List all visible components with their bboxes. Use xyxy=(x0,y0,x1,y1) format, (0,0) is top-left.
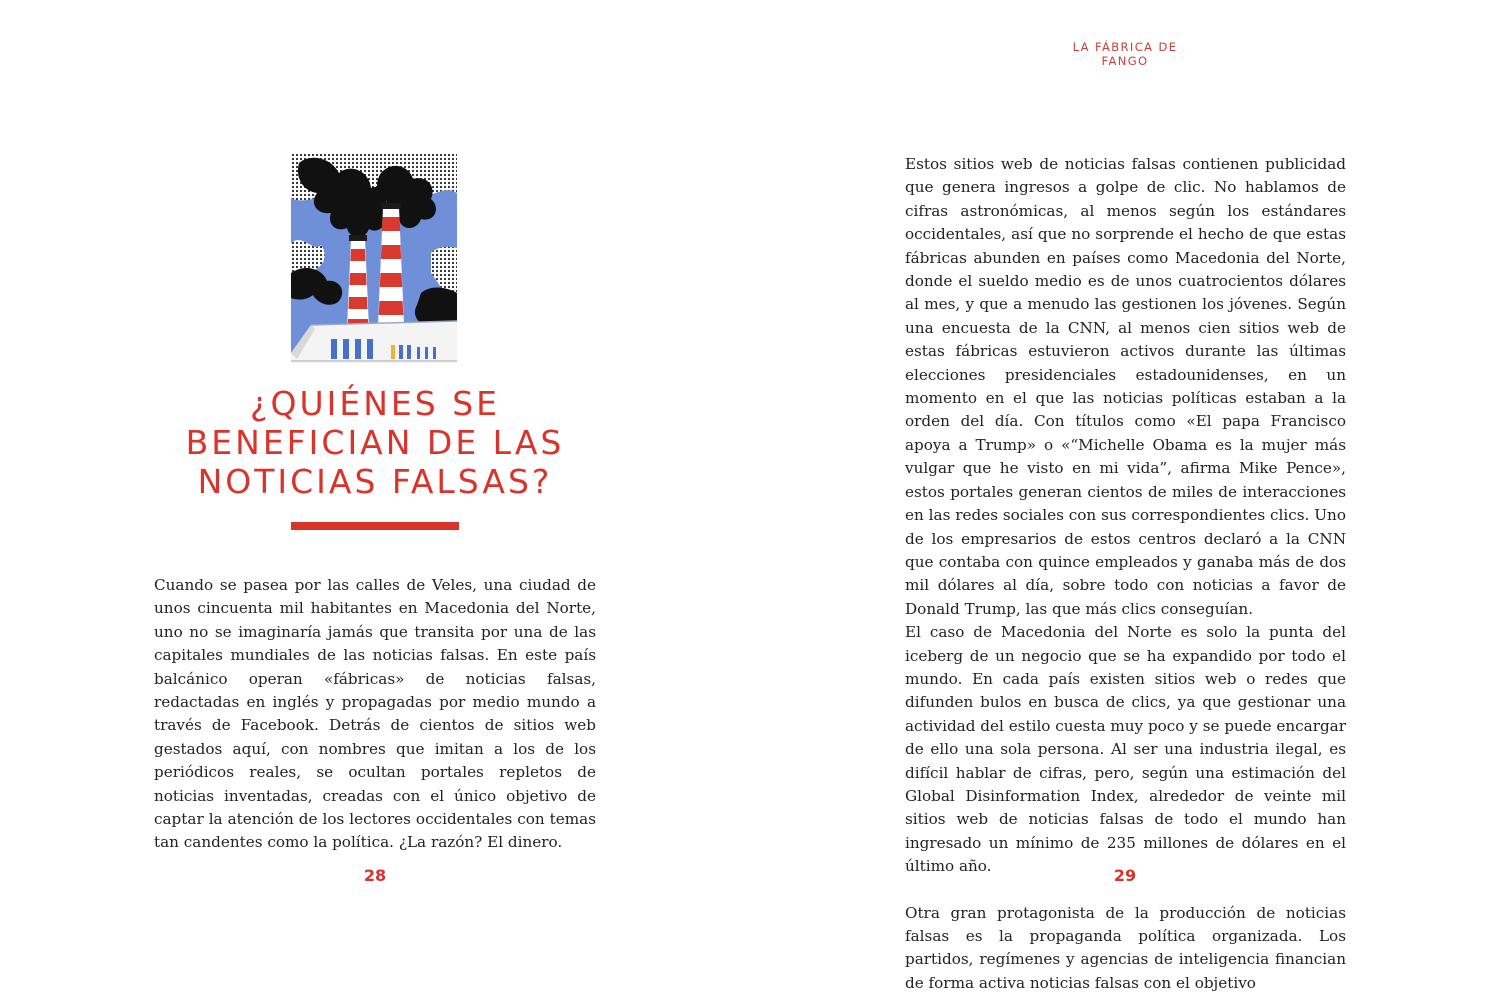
chapter-title-line: NOTICIAS FALSAS? xyxy=(197,462,553,501)
paragraph: Cuando se pasea por las calles de Veles, una ciudad de unos cincuenta mil habitantes en Macedonia del Norte, uno no se imaginaría jamás que transita por una de las capitales mundiales de las noticias falsas. En este país balcánico operan «fábricas» de noticias falsas, redactadas en inglés y propagadas por medio mundo a través de Facebook. Detrás de cientos de sitios web gestados aquí, con nombres que imitan a los de los periódicos reales, se ocultan portales repletos de noticias inventadas, creadas con el único objetivo de captar la atención de los lectores occidentales con temas tan candentes como la política. ¿La razón? El dinero. xyxy=(154,576,596,852)
paragraph: El caso de Macedonia del Norte es solo la punta del iceberg de un negocio que se ha expandido por todo el mundo. En cada país existen sitios web o redes que difunden bulos en busca de clics, ya que gestionar una actividad del estilo cuesta muy poco y se puede encargar de ello una sola persona. Al ser una industria ilegal, es difícil hablar de cifras, pero, según una estimación del Global Disinformation Index, alrededor de veinte mil sitios web de noticias falsas de todo el mundo han ingresado un mínimo de 235 millones de dólares en el último año. xyxy=(905,623,1346,876)
page-number-right: 29 xyxy=(1113,866,1137,885)
chapter-title-line: BENEFICIAN DE LAS xyxy=(185,423,565,462)
page-number-left: 28 xyxy=(363,866,387,885)
running-head: LA FÁBRICA DE FANGO xyxy=(1072,40,1178,68)
left-body-text xyxy=(154,574,596,855)
title-underline-rule xyxy=(291,522,459,530)
right-page xyxy=(750,0,1500,992)
paragraph: Estos sitios web de noticias falsas contienen publicidad que genera ingresos a golpe de clic. No hablamos de cifras astronómicas, al menos según los estándares occidentales, así que no sorprende el hecho de que estas fábricas abunden en países como Macedonia del Norte, donde el sueldo medio es de unos cuatrocientos dólares al mes, y que a menudo las gestionen los jóvenes. Según una encuesta de la CNN, al menos cien sitios web de estas fábricas estuvieron activos durante las últimas elecciones presidenciales estadounidenses, en un momento en el que las noticias políticas estaban a la orden del día. Con títulos como «El papa Francisco apoya a Trump» o «“Michelle Obama es la mujer más vulgar que he visto en mi vida”, afirma Mike Pence», estos portales generan cientos de miles de interacciones en las redes sociales con sus correspondientes clics. Uno de los empresarios de estos centros declaró a la CNN que contaba con quince empleados y ganaba más de dos mil dólares al día, sobre todo con noticias a favor de Donald Trump, las que más clics conseguían. xyxy=(905,155,1346,618)
chapter-title-line: ¿QUIÉNES SE xyxy=(250,384,500,423)
factory-chimneys-illustration xyxy=(291,153,457,363)
paragraph: Otra gran protagonista de la producción de noticias falsas es la propaganda política organizada. Los partidos, regímenes y agencias de inteligencia financian de forma activa noticias falsas con el objetivo xyxy=(905,903,1346,992)
left-page xyxy=(0,0,750,926)
chapter-title xyxy=(175,384,575,501)
